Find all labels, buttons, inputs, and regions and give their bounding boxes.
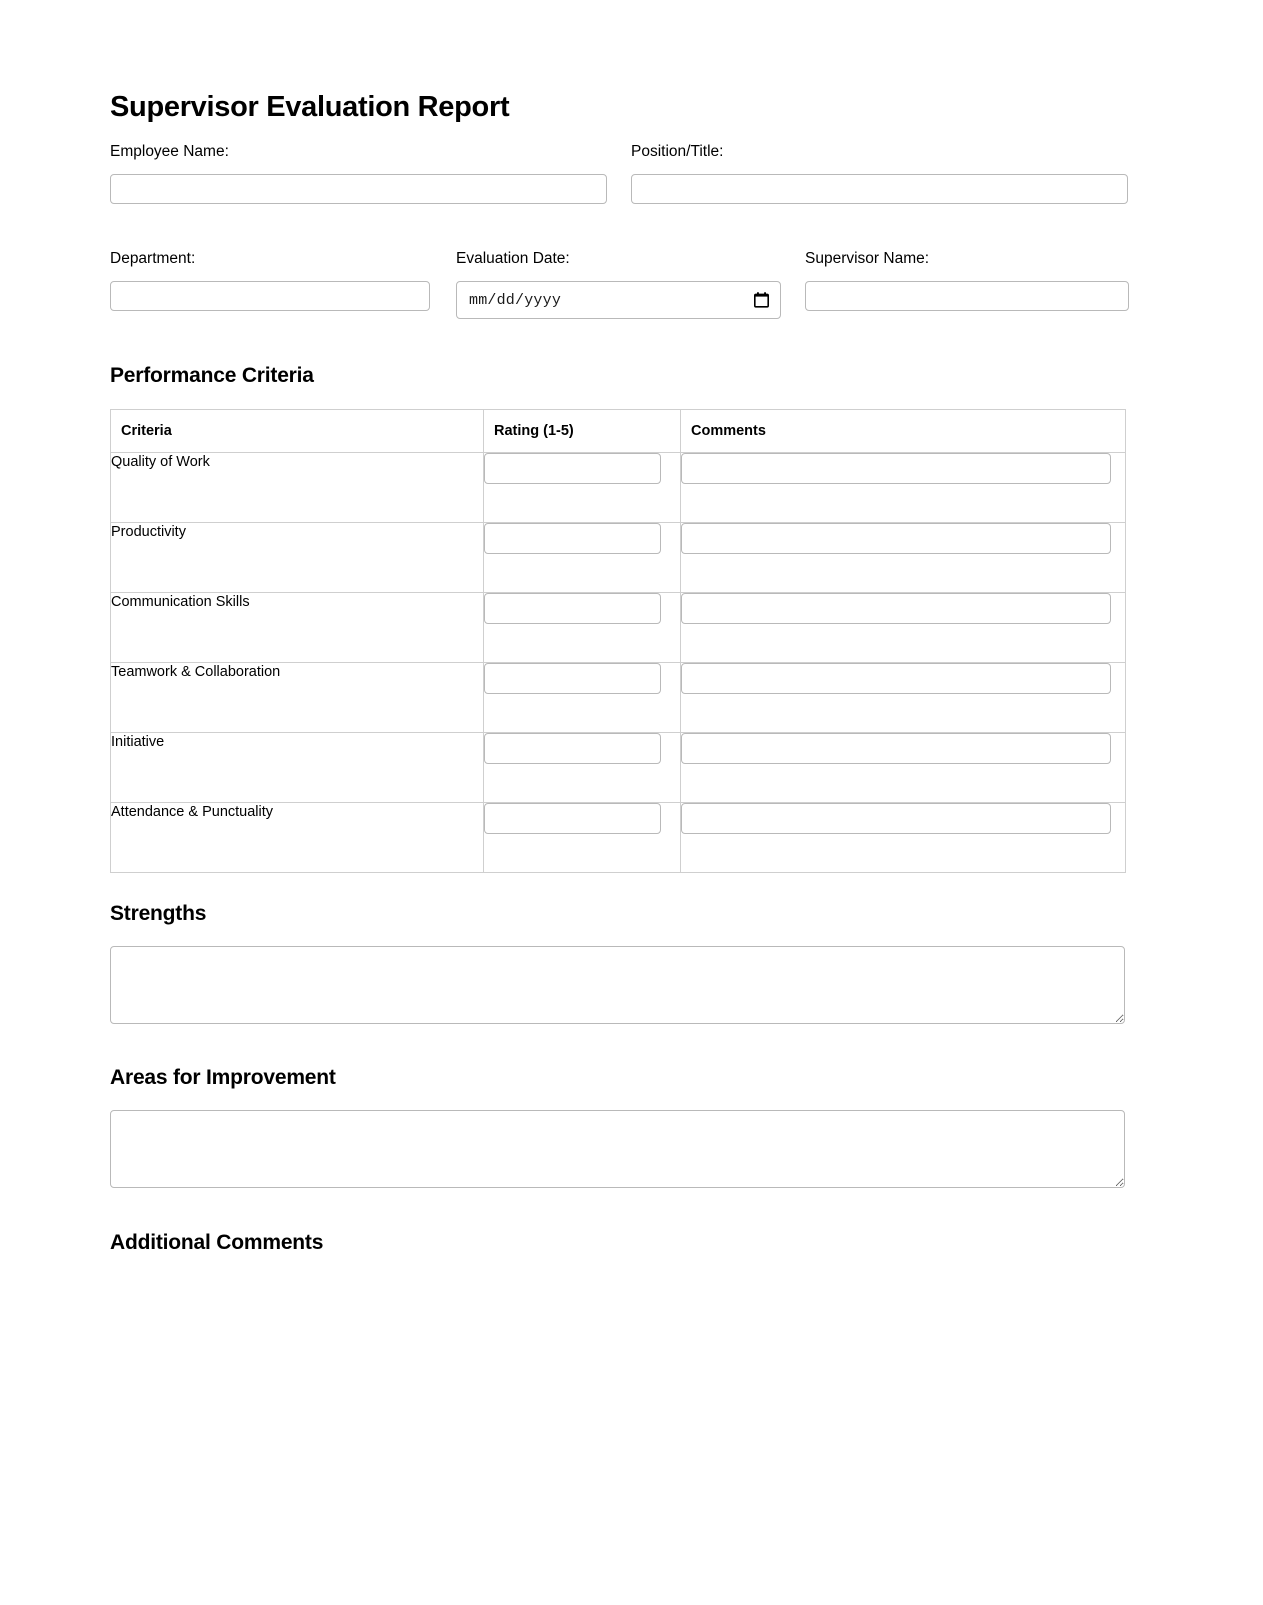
employee-name-input[interactable] [110, 174, 607, 204]
evaluation-date-input[interactable] [456, 281, 781, 319]
position-title-label: Position/Title: [631, 143, 724, 160]
rating-input[interactable] [484, 523, 661, 554]
comments-cell [681, 523, 1126, 593]
page-title: Supervisor Evaluation Report [110, 91, 510, 123]
criteria-label: Communication Skills [111, 593, 484, 663]
areas-for-improvement-heading: Areas for Improvement [110, 1066, 336, 1089]
criteria-label: Productivity [111, 523, 484, 593]
table-row [111, 453, 1126, 523]
comments-input[interactable] [681, 803, 1111, 834]
criteria-label: Initiative [111, 733, 484, 803]
rating-input[interactable] [484, 453, 661, 484]
evaluation-date-placeholder: mm/dd/yyyy [469, 291, 562, 309]
rating-cell [484, 453, 681, 523]
column-header-criteria: Criteria [111, 410, 484, 453]
performance-criteria-heading: Performance Criteria [110, 364, 314, 387]
supervisor-name-input[interactable] [805, 281, 1129, 311]
areas-for-improvement-textarea[interactable] [110, 1110, 1125, 1188]
rating-cell [484, 523, 681, 593]
table-body [111, 453, 1126, 873]
rating-cell [484, 733, 681, 803]
header-field-row-1 [110, 142, 1125, 204]
criteria-label: Attendance & Punctuality [111, 803, 484, 873]
evaluation-date-label: Evaluation Date: [456, 250, 570, 267]
performance-criteria-table [110, 409, 1126, 873]
table-row [111, 733, 1126, 803]
column-header-rating: Rating (1-5) [484, 410, 681, 453]
position-title-input[interactable] [631, 174, 1128, 204]
department-input[interactable] [110, 281, 430, 311]
supervisor-name-label: Supervisor Name: [805, 250, 930, 267]
field-supervisor-name [805, 249, 1129, 319]
column-header-comments: Comments [681, 410, 1126, 453]
strengths-textarea[interactable] [110, 946, 1125, 1024]
comments-input[interactable] [681, 663, 1111, 694]
rating-input[interactable] [484, 593, 661, 624]
table-row [111, 523, 1126, 593]
rating-cell [484, 663, 681, 733]
department-label: Department: [110, 250, 196, 267]
additional-comments-heading: Additional Comments [110, 1231, 324, 1254]
rating-input[interactable] [484, 733, 661, 764]
table-row [111, 803, 1126, 873]
field-employee-name [110, 142, 607, 204]
comments-cell [681, 453, 1126, 523]
comments-cell [681, 803, 1126, 873]
employee-name-label: Employee Name: [110, 143, 229, 160]
rating-input[interactable] [484, 803, 661, 834]
comments-cell [681, 663, 1126, 733]
comments-cell [681, 733, 1126, 803]
table-row [111, 593, 1126, 663]
comments-input[interactable] [681, 593, 1111, 624]
table-header-row [111, 410, 1126, 453]
rating-cell [484, 803, 681, 873]
comments-cell [681, 593, 1126, 663]
header-field-row-2 [110, 249, 1125, 319]
criteria-label: Quality of Work [111, 453, 484, 523]
criteria-label: Teamwork & Collaboration [111, 663, 484, 733]
field-position-title [631, 142, 1128, 204]
field-department [110, 249, 430, 319]
table-row [111, 663, 1126, 733]
comments-input[interactable] [681, 733, 1111, 764]
field-evaluation-date [456, 249, 781, 319]
comments-input[interactable] [681, 453, 1111, 484]
rating-cell [484, 593, 681, 663]
table-head [111, 410, 1126, 453]
strengths-heading: Strengths [110, 902, 207, 925]
calendar-icon[interactable] [754, 292, 769, 308]
comments-input[interactable] [681, 523, 1111, 554]
rating-input[interactable] [484, 663, 661, 694]
